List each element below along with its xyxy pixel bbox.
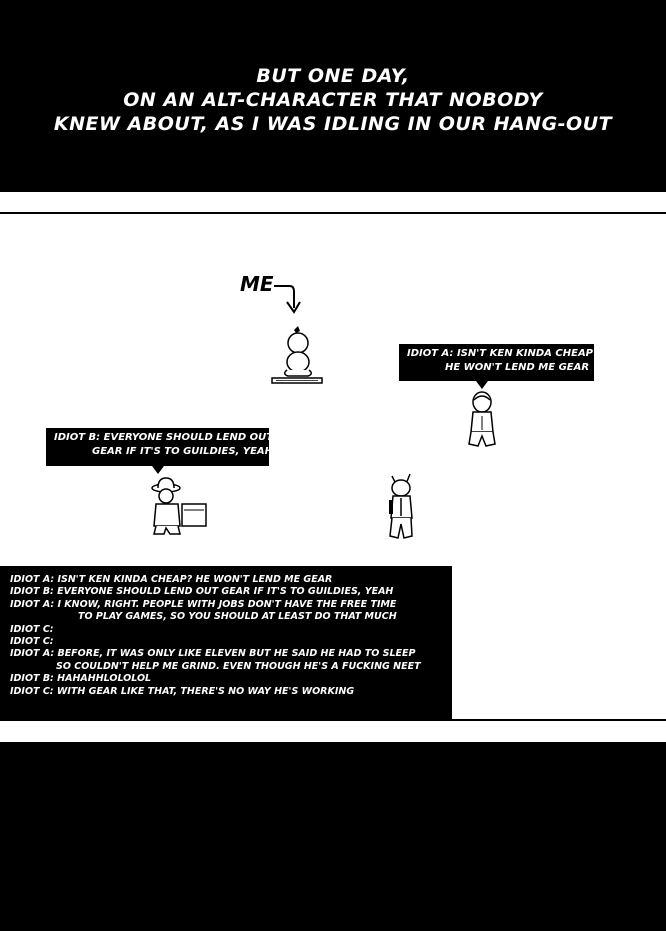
- idiot-c-character-sprite: [384, 470, 420, 542]
- narration-line-3: KNEW ABOUT, AS I WAS IDLING IN OUR HANG-OUT: [53, 113, 613, 135]
- chat-line: IDIOT A: BEFORE, IT WAS ONLY LIKE ELEVEN BUT HE SAID HE HAD TO SLEEP SO COULDN'T HELP ME GRIND. EVEN THOUGH HE'S A FUCKING NEET: [10, 648, 421, 672]
- pointer-arrow-icon: [272, 280, 312, 316]
- chat-log-box: [0, 566, 452, 719]
- bubble-b-line-1: IDIOT B: EVERYONE SHOULD LEND OUT: [54, 432, 274, 443]
- bubble-a-tail: [476, 381, 488, 389]
- narration-line-1: BUT ONE DAY,: [256, 65, 410, 87]
- bottom-black-panel: [0, 742, 666, 931]
- bubble-a-line-1: IDIOT A: ISN'T KEN KINDA CHEAP?: [407, 348, 599, 359]
- chat-line: IDIOT C:: [10, 623, 54, 635]
- chat-line: IDIOT B: EVERYONE SHOULD LEND OUT GEAR IF IT'S TO GUILDIES, YEAH: [10, 586, 394, 598]
- speech-bubble-idiot-a: [399, 344, 599, 381]
- chat-line: IDIOT C:: [10, 636, 54, 648]
- narration-caption: [0, 64, 666, 136]
- idiot-b-character-sprite: [148, 476, 212, 538]
- chat-line: IDIOT A: ISN'T KEN KINDA CHEAP? HE WON'T LEND ME GEAR: [10, 574, 333, 585]
- me-label: ME: [240, 272, 274, 296]
- chat-line: IDIOT C: WITH GEAR LIKE THAT, THERE'S NO WAY HE'S WORKING: [10, 685, 355, 697]
- bubble-b-tail: [152, 466, 164, 474]
- idiot-a-character-sprite: [464, 390, 500, 450]
- speech-bubble-idiot-b: [46, 428, 274, 466]
- player-character-sprite: [270, 326, 326, 388]
- narration-line-2: ON AN ALT-CHARACTER THAT NOBODY: [123, 89, 543, 111]
- bubble-a-line-2: HE WON'T LEND ME GEAR: [445, 362, 590, 373]
- bubble-b-line-2: GEAR IF IT'S TO GUILDIES, YEAH: [92, 446, 274, 457]
- chat-line: IDIOT B: HAHAHHLOLOLOL: [10, 673, 152, 685]
- chat-line: IDIOT A: I KNOW, RIGHT. PEOPLE WITH JOBS DON'T HAVE THE FREE TIME TO PLAY GAMES, SO YOU SHOULD AT LEAST DO THAT MUCH: [10, 598, 397, 623]
